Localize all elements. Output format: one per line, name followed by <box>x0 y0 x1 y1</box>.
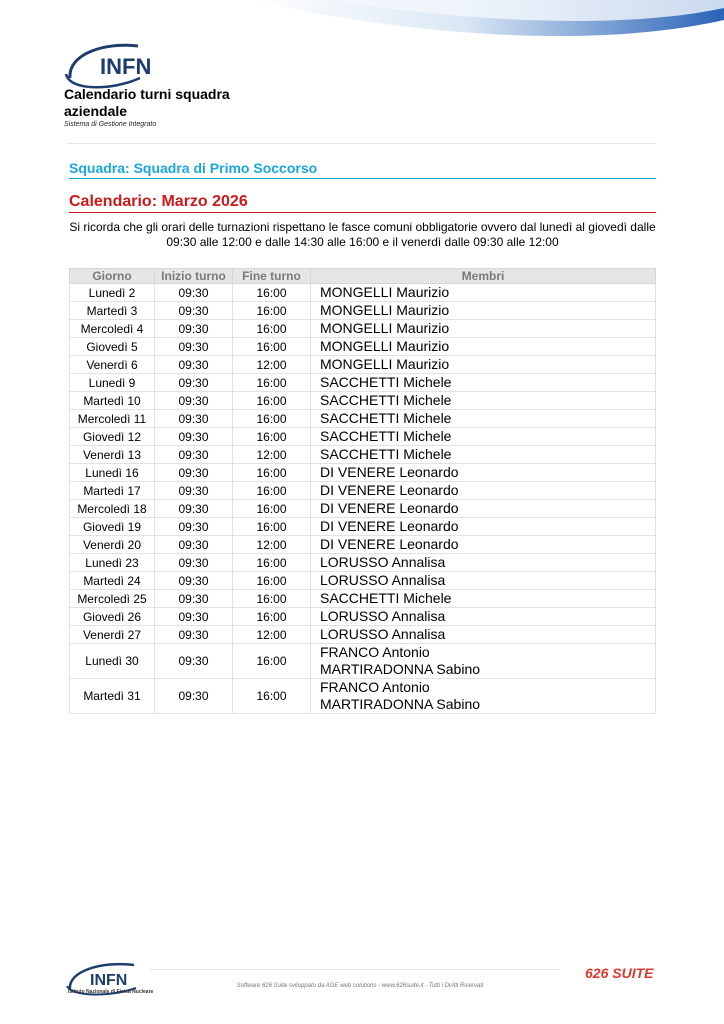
table-row <box>70 572 656 590</box>
cell-inizio-turno: 09:30 <box>155 338 233 356</box>
cell-fine-turno: 16:00 <box>233 464 311 482</box>
cell-fine-turno: 16:00 <box>233 644 311 679</box>
cell-giorno: Venerdì 27 <box>70 626 155 644</box>
cell-fine-turno: 16:00 <box>233 518 311 536</box>
cell-fine-turno: 16:00 <box>233 338 311 356</box>
column-header-giorno: Giorno <box>70 269 155 284</box>
member-name: LORUSSO Annalisa <box>320 572 446 588</box>
table-row <box>70 284 656 302</box>
cell-membri <box>311 374 656 392</box>
cell-fine-turno: 16:00 <box>233 554 311 572</box>
cell-giorno: Martedì 10 <box>70 392 155 410</box>
cell-inizio-turno: 09:30 <box>155 572 233 590</box>
cell-membri <box>311 482 656 500</box>
cell-membri <box>311 644 656 679</box>
cell-fine-turno: 16:00 <box>233 374 311 392</box>
cell-giorno: Lunedì 23 <box>70 554 155 572</box>
squadra-label: Squadra: Squadra di Primo Soccorso <box>69 160 656 179</box>
cell-membri <box>311 679 656 714</box>
table-row <box>70 374 656 392</box>
member-name: SACCHETTI Michele <box>320 410 452 426</box>
table-row <box>70 302 656 320</box>
cell-membri <box>311 320 656 338</box>
cell-inizio-turno: 09:30 <box>155 356 233 374</box>
cell-fine-turno: 12:00 <box>233 446 311 464</box>
table-row <box>70 428 656 446</box>
cell-membri <box>311 302 656 320</box>
cell-fine-turno: 16:00 <box>233 410 311 428</box>
member-name: FRANCO Antonio <box>320 679 430 695</box>
column-header-fine-turno: Fine turno <box>233 269 311 284</box>
table-row <box>70 500 656 518</box>
cell-membri <box>311 500 656 518</box>
column-header-membri: Membri <box>311 269 656 284</box>
cell-fine-turno: 16:00 <box>233 428 311 446</box>
cell-inizio-turno: 09:30 <box>155 464 233 482</box>
schedule-notice: Si ricorda che gli orari delle turnazioni rispettano le fasce comuni obbligatorie ovvero dal lunedì al giovedì dalle 09:30 alle 12:00 e dalle 14:30 alle 16:00 e il venerdì dalle 09:30 alle 12:00 <box>69 220 656 249</box>
svg-text:INFN: INFN <box>100 54 152 79</box>
footer-institute: Istituto Nazionale di Fisica Nucleare <box>68 989 154 995</box>
member-name: LORUSSO Annalisa <box>320 554 446 570</box>
member-name: FRANCO Antonio <box>320 644 430 660</box>
cell-fine-turno: 16:00 <box>233 320 311 338</box>
cell-fine-turno: 16:00 <box>233 392 311 410</box>
cell-inizio-turno: 09:30 <box>155 626 233 644</box>
member-name: SACCHETTI Michele <box>320 392 452 408</box>
cell-fine-turno: 16:00 <box>233 500 311 518</box>
cell-membri <box>311 608 656 626</box>
cell-inizio-turno: 09:30 <box>155 428 233 446</box>
column-header-inizio-turno: Inizio turno <box>155 269 233 284</box>
cell-giorno: Mercoledì 4 <box>70 320 155 338</box>
member-name: MONGELLI Maurizio <box>320 284 450 300</box>
table-header-row <box>70 269 656 284</box>
cell-inizio-turno: 09:30 <box>155 536 233 554</box>
cell-membri <box>311 356 656 374</box>
cell-giorno: Giovedì 26 <box>70 608 155 626</box>
cell-fine-turno: 16:00 <box>233 608 311 626</box>
cell-membri <box>311 284 656 302</box>
cell-giorno: Lunedì 16 <box>70 464 155 482</box>
cell-membri <box>311 392 656 410</box>
infn-logo <box>64 34 152 88</box>
cell-membri <box>311 590 656 608</box>
cell-inizio-turno: 09:30 <box>155 644 233 679</box>
cell-giorno: Mercoledì 18 <box>70 500 155 518</box>
cell-fine-turno: 12:00 <box>233 536 311 554</box>
cell-fine-turno: 16:00 <box>233 572 311 590</box>
cell-giorno: Venerdì 6 <box>70 356 155 374</box>
member-name: LORUSSO Annalisa <box>320 626 446 642</box>
cell-inizio-turno: 09:30 <box>155 320 233 338</box>
cell-giorno: Venerdì 20 <box>70 536 155 554</box>
cell-giorno: Martedì 31 <box>70 679 155 714</box>
cell-membri <box>311 626 656 644</box>
member-name: SACCHETTI Michele <box>320 374 452 390</box>
cell-inizio-turno: 09:30 <box>155 284 233 302</box>
cell-membri <box>311 464 656 482</box>
cell-inizio-turno: 09:30 <box>155 500 233 518</box>
table-row <box>70 446 656 464</box>
member-name: LORUSSO Annalisa <box>320 608 446 624</box>
626-suite-logo: 626 SUITE <box>585 965 654 981</box>
table-row <box>70 410 656 428</box>
table-row <box>70 644 656 679</box>
cell-inizio-turno: 09:30 <box>155 410 233 428</box>
cell-inizio-turno: 09:30 <box>155 518 233 536</box>
member-name: MONGELLI Maurizio <box>320 320 450 336</box>
cell-membri <box>311 518 656 536</box>
member-name: SACCHETTI Michele <box>320 446 452 462</box>
cell-inizio-turno: 09:30 <box>155 302 233 320</box>
cell-giorno: Martedì 17 <box>70 482 155 500</box>
cell-membri <box>311 554 656 572</box>
table-row <box>70 338 656 356</box>
table-row <box>70 679 656 714</box>
cell-inizio-turno: 09:30 <box>155 679 233 714</box>
cell-giorno: Martedì 3 <box>70 302 155 320</box>
cell-inizio-turno: 09:30 <box>155 482 233 500</box>
shift-table <box>69 268 656 714</box>
cell-fine-turno: 16:00 <box>233 482 311 500</box>
table-row <box>70 464 656 482</box>
cell-giorno: Mercoledì 25 <box>70 590 155 608</box>
cell-inizio-turno: 09:30 <box>155 392 233 410</box>
cell-giorno: Mercoledì 11 <box>70 410 155 428</box>
cell-membri <box>311 338 656 356</box>
member-name: MARTIRADONNA Sabino <box>320 661 481 677</box>
member-name: MONGELLI Maurizio <box>320 302 450 318</box>
member-name: DI VENERE Leonardo <box>320 482 459 498</box>
member-name: DI VENERE Leonardo <box>320 536 459 552</box>
cell-inizio-turno: 09:30 <box>155 374 233 392</box>
cell-inizio-turno: 09:30 <box>155 446 233 464</box>
table-row <box>70 392 656 410</box>
cell-giorno: Giovedì 19 <box>70 518 155 536</box>
cell-membri <box>311 536 656 554</box>
member-name: DI VENERE Leonardo <box>320 464 459 480</box>
table-row <box>70 536 656 554</box>
table-row <box>70 608 656 626</box>
table-row <box>70 626 656 644</box>
table-row <box>70 590 656 608</box>
cell-giorno: Lunedì 30 <box>70 644 155 679</box>
member-name: SACCHETTI Michele <box>320 590 452 606</box>
member-name: DI VENERE Leonardo <box>320 518 459 534</box>
table-row <box>70 482 656 500</box>
cell-membri <box>311 410 656 428</box>
cell-giorno: Venerdì 13 <box>70 446 155 464</box>
calendar-heading: Calendario: Marzo 2026 <box>69 193 656 213</box>
document-subtitle: Sistema di Gestione Integrato <box>64 121 157 128</box>
cell-fine-turno: 16:00 <box>233 590 311 608</box>
cell-membri <box>311 446 656 464</box>
cell-giorno: Lunedì 9 <box>70 374 155 392</box>
document-title: Calendario turni squadra aziendale <box>64 86 230 119</box>
header-divider <box>67 143 656 144</box>
cell-inizio-turno: 09:30 <box>155 554 233 572</box>
svg-text:INFN: INFN <box>90 972 128 989</box>
footer-divider <box>150 969 560 970</box>
cell-membri <box>311 428 656 446</box>
cell-giorno: Giovedì 12 <box>70 428 155 446</box>
shift-table-body <box>70 284 656 714</box>
table-row <box>70 320 656 338</box>
cell-fine-turno: 16:00 <box>233 284 311 302</box>
member-name: MARTIRADONNA Sabino <box>320 696 481 712</box>
cell-inizio-turno: 09:30 <box>155 590 233 608</box>
cell-membri <box>311 572 656 590</box>
cell-fine-turno: 16:00 <box>233 679 311 714</box>
cell-giorno: Martedì 24 <box>70 572 155 590</box>
table-row <box>70 554 656 572</box>
cell-fine-turno: 12:00 <box>233 356 311 374</box>
table-row <box>70 356 656 374</box>
footer-credits: Software 626 Suite sviluppato da AGE web solutions - www.626suite.it - Tutti i Diritti Riservati <box>236 983 484 989</box>
cell-giorno: Lunedì 2 <box>70 284 155 302</box>
member-name: MONGELLI Maurizio <box>320 356 450 372</box>
cell-fine-turno: 16:00 <box>233 302 311 320</box>
cell-inizio-turno: 09:30 <box>155 608 233 626</box>
cell-fine-turno: 12:00 <box>233 626 311 644</box>
member-name: MONGELLI Maurizio <box>320 338 450 354</box>
cell-giorno: Giovedì 5 <box>70 338 155 356</box>
member-name: DI VENERE Leonardo <box>320 500 459 516</box>
member-name: SACCHETTI Michele <box>320 428 452 444</box>
table-row <box>70 518 656 536</box>
